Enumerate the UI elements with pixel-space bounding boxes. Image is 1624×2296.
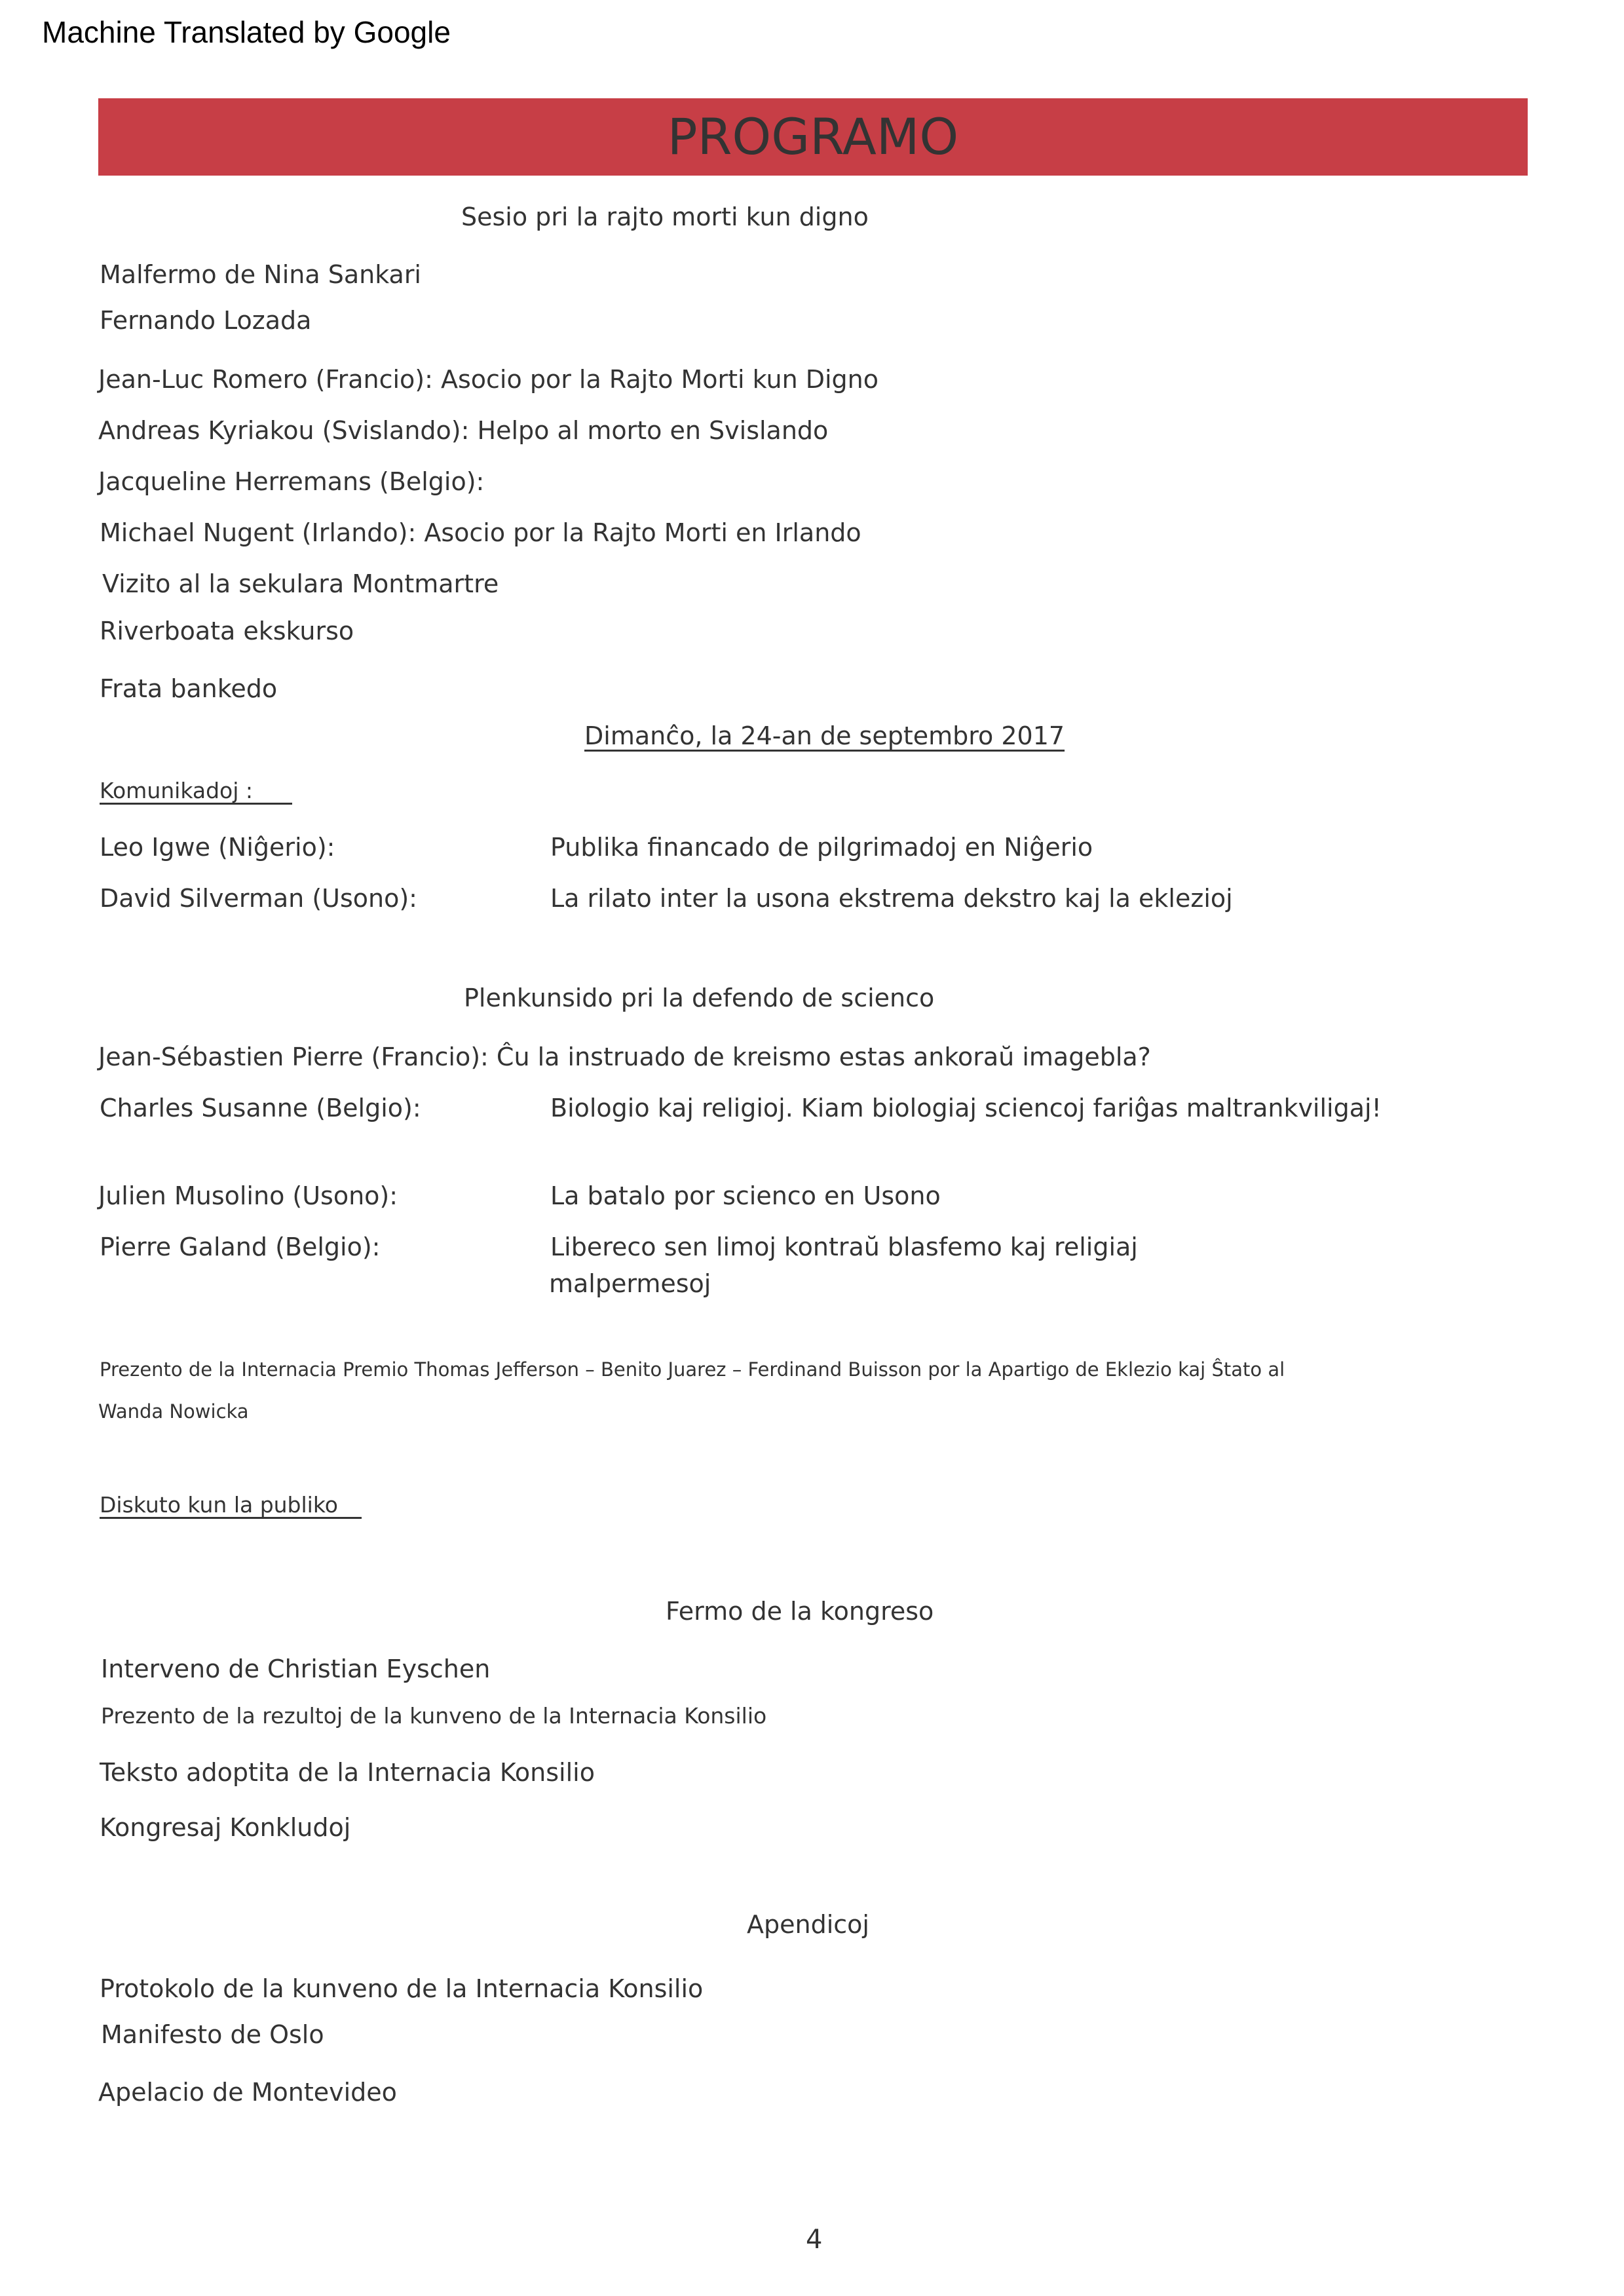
closing-heading: Fermo de la kongreso <box>666 1597 934 1626</box>
communications-label: Komunikadoj : <box>100 780 292 805</box>
program-banner <box>98 98 1528 176</box>
day-heading: Dimanĉo, la 24-an de septembro 2017 <box>584 721 1065 750</box>
page-number: 4 <box>806 2225 823 2255</box>
appendix-item: Apelacio de Montevideo <box>98 2078 397 2107</box>
program-item: Teksto adoptita de la Internacia Konsilio <box>100 1758 595 1787</box>
appendix-item: Manifesto de Oslo <box>101 2020 324 2049</box>
program-item: Andreas Kyriakou (Svislando): Helpo al morto en Svislando <box>98 416 829 445</box>
machine-translated-notice: Machine Translated by Google <box>42 15 451 49</box>
program-item: Malfermo de Nina Sankari <box>100 260 421 289</box>
topic: La rilato inter la usona ekstrema dekstro kaj la eklezioj <box>550 884 1233 913</box>
session-heading: Sesio pri la rajto morti kun digno <box>461 202 869 231</box>
speaker: Pierre Galand (Belgio): <box>100 1233 381 1261</box>
award-recipient: Wanda Nowicka <box>98 1400 249 1423</box>
program-item: Kongresaj Konkludoj <box>100 1813 351 1842</box>
program-item: Riverboata ekskurso <box>100 617 354 645</box>
appendix-item: Protokolo de la kunveno de la Internacia Konsilio <box>100 1974 704 2003</box>
program-item: Prezento de la rezultoj de la kunveno de la Internacia Konsilio <box>101 1703 767 1729</box>
topic: malpermesoj <box>549 1269 711 1298</box>
program-item: Jacqueline Herremans (Belgio): <box>98 467 485 496</box>
topic: Publika financado de pilgrimadoj en Niĝerio <box>550 833 1093 862</box>
award-text: Prezento de la Internacia Premio Thomas Jefferson – Benito Juarez – Ferdinand Buisson por la Apartigo de Eklezio kaj Ŝtato al <box>100 1358 1285 1381</box>
discussion-label: Diskuto kun la publiko <box>100 1494 362 1519</box>
speaker: David Silverman (Usono): <box>100 884 417 913</box>
appendices-heading: Apendicoj <box>747 1910 869 1939</box>
topic: La batalo por scienco en Usono <box>550 1181 941 1210</box>
program-item: Fernando Lozada <box>100 306 312 335</box>
speaker: Charles Susanne (Belgio): <box>100 1094 421 1122</box>
program-item: Jean-Sébastien Pierre (Francio): Ĉu la instruado de kreismo estas ankoraŭ imagebla? <box>98 1043 1151 1071</box>
speaker: Julien Musolino (Usono): <box>98 1181 398 1210</box>
program-item: Michael Nugent (Irlando): Asocio por la Rajto Morti en Irlando <box>100 518 861 547</box>
speaker: Leo Igwe (Niĝerio): <box>100 833 335 862</box>
program-item: Vizito al la sekulara Montmartre <box>102 569 499 598</box>
plenary-heading: Plenkunsido pri la defendo de scienco <box>464 984 935 1012</box>
program-item: Frata bankedo <box>100 674 278 703</box>
page-title: PROGRAMO <box>667 107 959 166</box>
topic: Biologio kaj religioj. Kiam biologiaj sciencoj fariĝas maltrankviligaj! <box>550 1094 1382 1122</box>
program-item: Jean-Luc Romero (Francio): Asocio por la Rajto Morti kun Digno <box>98 365 879 394</box>
topic: Libereco sen limoj kontraŭ blasfemo kaj religiaj <box>550 1233 1138 1261</box>
program-item: Interveno de Christian Eyschen <box>101 1655 491 1683</box>
